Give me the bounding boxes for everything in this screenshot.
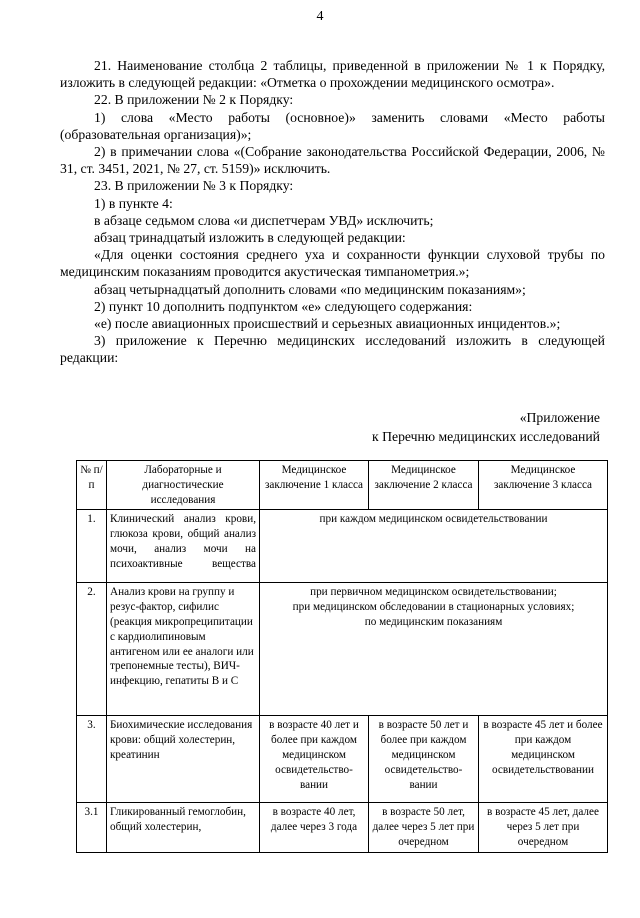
header-test: Лабораторные и диагностические исследования [107, 461, 260, 510]
paragraph-23-2: 2) пункт 10 дополнить подпунктом «е» следующего содержания: [94, 298, 473, 314]
table-row [77, 803, 608, 853]
header-class1: Медицинское заключение 1 класса [260, 461, 369, 510]
body-text [60, 57, 605, 367]
medical-tests-table [76, 460, 608, 853]
paragraph-23-1: 1) в пункте 4: [94, 195, 173, 211]
page-number: 4 [316, 9, 324, 24]
header-class2: Медицинское заключение 2 класса [369, 461, 479, 510]
row-num: 3.1 [77, 803, 107, 853]
paragraph-23-1-b: абзац тринадцатый изложить в следующей редакции: [94, 230, 406, 246]
row-num: 3. [77, 716, 107, 803]
row-class2: в возрасте 50 лет, далее через 5 лет при очередном [369, 803, 479, 853]
row-class1: в возрасте 40 лет и более при каждом медицинском освидетельство-вании [260, 716, 369, 803]
table-row [77, 510, 608, 583]
row-test: Клинический анализ крови, глюкоза крови, общий анализ мочи, анализ мочи на психоактивные вещества [107, 510, 260, 583]
row-merged-value [260, 583, 608, 716]
row-num: 1. [77, 510, 107, 583]
paragraph-21: 21. Наименование столбца 2 таблицы, приведенной в приложении № 1 к Порядку, изложить в следующей редакции: «Отметка о прохождении медицинского осмотра». [60, 58, 605, 91]
paragraph-23-3: 3) приложение к Перечню медицинских исследований изложить в следующей редакции: [60, 333, 605, 366]
appendix-caption-line2: к Перечню медицинских исследований [372, 429, 600, 444]
table-row [77, 583, 608, 716]
paragraph-22-2: 2) в примечании слова «(Собрание законодательства Российской Федерации, 2006, № 31, ст. 3451, 2021, № 27, ст. 5159)» исключить. [60, 144, 605, 177]
table-row [77, 716, 608, 803]
appendix-caption [300, 408, 600, 446]
merged-line: при медицинском обследовании в стационарных условиях; [292, 601, 575, 614]
row-test: Гликированный гемоглобин, общий холестерин, [107, 803, 260, 853]
header-num: № п/п [77, 461, 107, 510]
paragraph-23: 23. В приложении № 3 к Порядку: [94, 178, 294, 194]
appendix-caption-line1: «Приложение [519, 410, 600, 425]
paragraph-23-1-c: «Для оценки состояния среднего уха и сохранности функции слуховой трубы по медицинским показаниям проводится акустическая тимпанометрия.»; [60, 247, 605, 280]
row-class3: в возрасте 45 лет, далее через 5 лет при очередном [479, 803, 608, 853]
merged-line: при первичном медицинском освидетельствовании; [310, 586, 557, 599]
paragraph-22-1: 1) слова «Место работы (основное)» заменить словами «Место работы (образовательная организация)»; [60, 109, 605, 142]
merged-line: по медицинским показаниям [364, 615, 503, 628]
paragraph-23-1-d: абзац четырнадцатый дополнить словами «по медицинским показаниям»; [94, 281, 526, 297]
row-test: Биохимические исследования крови: общий холестерин, креатинин [107, 716, 260, 803]
paragraph-23-1-a: в абзаце седьмом слова «и диспетчерам УВД» исключить; [94, 212, 434, 228]
header-class3: Медицинское заключение 3 класса [479, 461, 608, 510]
paragraph-23-2-e: «е) после авиационных происшествий и серьезных авиационных инцидентов.»; [94, 316, 561, 332]
row-class3: в возрасте 45 лет и более при каждом медицинском освидетельствовании [479, 716, 608, 803]
paragraph-22: 22. В приложении № 2 к Порядку: [94, 92, 294, 108]
row-class1: в возрасте 40 лет, далее через 3 года [260, 803, 369, 853]
row-merged-value: при каждом медицинском освидетельствовании [260, 510, 608, 583]
row-class2: в возрасте 50 лет и более при каждом медицинском освидетельство-вании [369, 716, 479, 803]
row-test: Анализ крови на группу и резус-фактор, сифилис (реакция микропреципитации с кардиолипиновым антигеном или ее аналоги или трепонемные тесты), ВИЧ-инфекцию, гепатиты В и С [107, 583, 260, 716]
table-header-row [77, 461, 608, 510]
row-num: 2. [77, 583, 107, 716]
